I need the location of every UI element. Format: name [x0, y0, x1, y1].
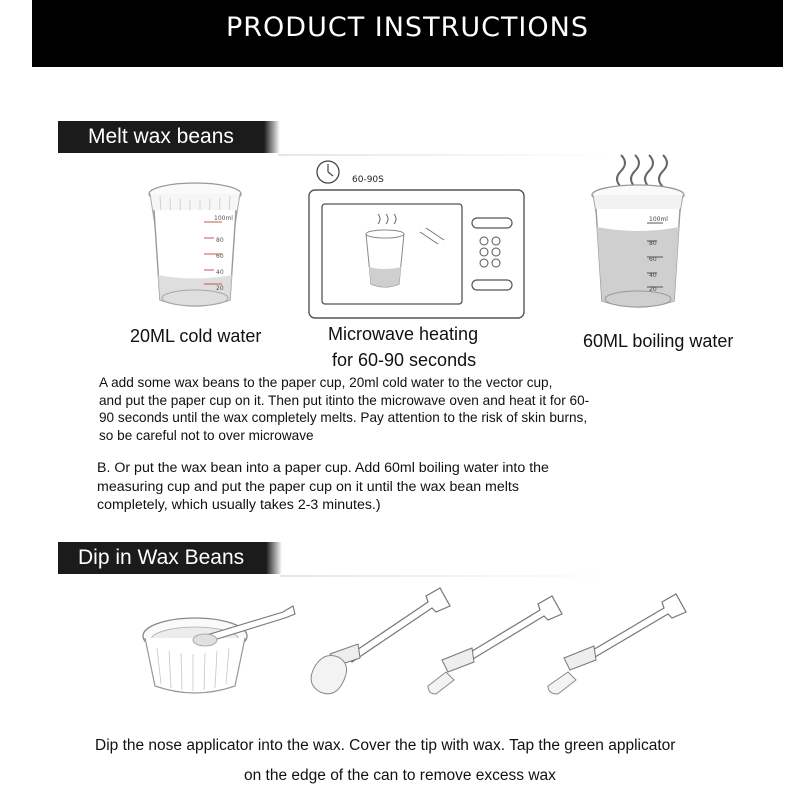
section-melt-wax-title: Melt wax beans [88, 125, 234, 148]
beaker-mark-80: 80 [216, 237, 224, 244]
wax-cup-with-applicator-illustration [135, 596, 300, 708]
microwave-illustration [300, 152, 530, 324]
page-title: PRODUCT INSTRUCTIONS [226, 12, 589, 43]
caption-boiling-water: 60ML boiling water [583, 331, 734, 351]
section-melt-wax-bar [58, 121, 280, 153]
section-dip-wax-title: Dip in Wax Beans [78, 546, 245, 569]
paragraph-method-b: B. Or put the wax bean into a paper cup. Add 60ml boiling water into the measuring cup and put the paper cup on it until the wax bean melts completely, which usually takes 2-3 minutes.) [97, 460, 549, 513]
beaker-mark-40: 40 [216, 269, 224, 276]
caption-microwave-line2: for 60-90 seconds [332, 350, 477, 370]
paragraph-method-a: A add some wax beans to the paper cup, 20ml cold water to the vector cup, and put the paper cup on it. Then put itinto the microwave oven and heat it for 60- 90 seconds until the wax completely melts. Pay attention to the risk of skin burns, so be careful not to over microwave [99, 375, 590, 443]
boil-mark-100: 100ml [649, 216, 668, 223]
section-divider-2 [280, 575, 620, 577]
boil-mark-40: 40 [649, 272, 657, 279]
timer-label: 60-90S [352, 175, 384, 185]
dip-instruction-line1: Dip the nose applicator into the wax. Cover the tip with wax. Tap the green applicator [95, 737, 676, 754]
caption-microwave-line1: Microwave heating [328, 324, 479, 344]
beaker-mark-20: 20 [216, 285, 224, 292]
boil-mark-80: 80 [649, 240, 657, 247]
header-bar [32, 0, 783, 67]
section-dip-wax-bar [58, 542, 282, 574]
applicator-step-3-illustration [540, 588, 700, 703]
boil-mark-60: 60 [649, 256, 657, 263]
caption-cold-water: 20ML cold water [130, 326, 262, 346]
beaker-mark-60: 60 [216, 253, 224, 260]
dip-instruction-line2: on the edge of the can to remove excess wax [244, 767, 556, 784]
beaker-cold-water-illustration [140, 180, 250, 315]
beaker-mark-100: 100ml [214, 215, 233, 222]
beaker-boiling-water-illustration [583, 145, 693, 317]
boil-mark-20: 20 [649, 286, 657, 293]
